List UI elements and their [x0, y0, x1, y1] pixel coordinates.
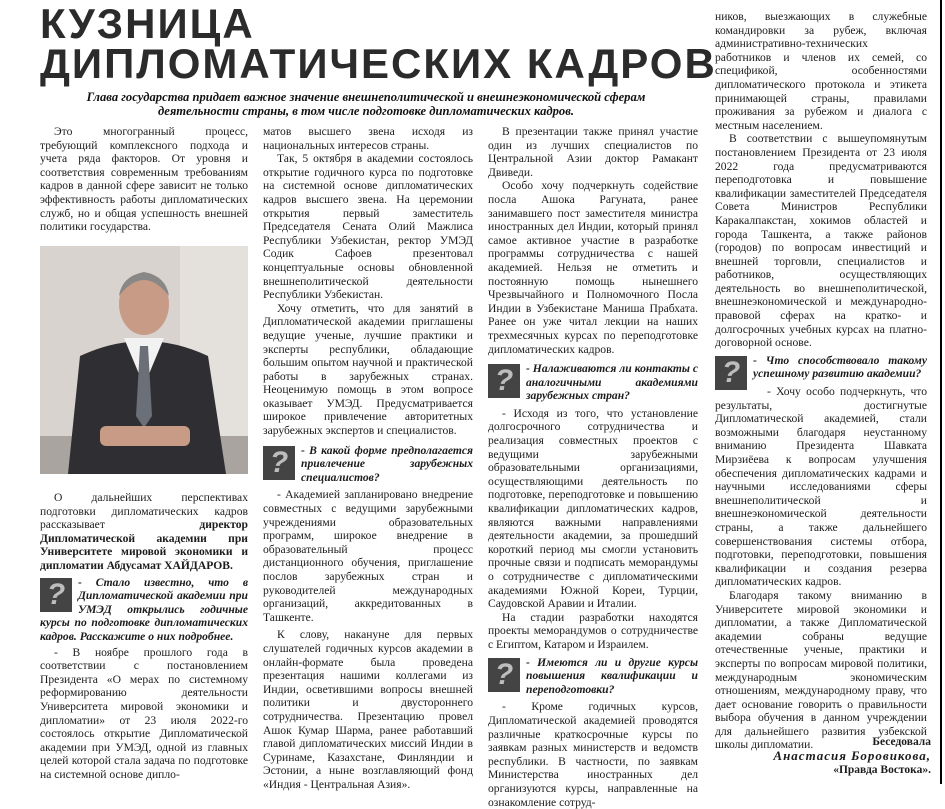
question-text: - Имеются ли и другие курсы повышения квалификации и переподготовки? [526, 655, 698, 696]
paragraph: Это многогранный процесс, требующий комплексного подхода и учета ряда факторов. От уровня и соответствия современным требованиям кадров в данной сфере зависит не только эффективность работы дипломатических служб, но и общая успешность внешней политики государства. [40, 125, 248, 234]
signature-label: Беседовала [872, 736, 931, 748]
question-text: - В какой форме предполагается привлечение зарубежных специалистов? [301, 443, 473, 484]
paragraph: К слову, накануне для первых слушателей годичных курсов академии в онлайн-формате была проведена презентация нашими коллегами из Индии, осветившими вопросы внешней политики и двустороннего сотрудничества. Презентацию провел Ашок Кумар Шарма, ранее работавший главой дипломатических миссий Индии в Суринаме, Казахстане, Финляндии и Эстонии, а ныне возглавляющий фонд «Индия - Центральная Азия». [263, 628, 473, 791]
question-text: - Налаживаются ли контакты с аналогичными академиями зарубежных стран? [526, 362, 698, 403]
column-3 [488, 125, 698, 809]
portrait-illustration [40, 246, 248, 474]
paragraph: матов высшего звена исходя из национальных интересов страны. [263, 125, 473, 152]
column-4 [715, 10, 927, 752]
article-lead: Глава государства придает важное значение внешнеполитической и внешнеэкономической сферам деятельности страны, в том числе подготовке дипломатических кадров. [86, 90, 646, 118]
paragraph: - Хочу особо подчеркнуть, что результаты, достигнутые Дипломатической академией, стали возможными благодаря неустанному вниманию Президента Шавката Мирзиёева к вопросам улучшения обеспечения дипломатических кадрами и научными исследованиями сферы внешнеполитической и внешнеэкономической деятельности страны, а также дальнейшего совершенствования системы отбора, подготовки, переподготовки, повышения квалификации и создания резерва дипломатических кадров. [715, 385, 927, 589]
question-icon: ? [715, 356, 747, 390]
paragraph: - Кроме годичных курсов, Дипломатической академией проводятся различные краткосрочные курсы по заявкам разных министерств и ведомств республики. В частности, по заявкам Министерства иностранных дел организуются курсы, направленные на ознакомление сотруд- [488, 700, 698, 809]
question-icon: ? [488, 364, 520, 398]
paragraph: На стадии разработки находятся проекты меморандумов о сотрудничестве с Египтом, Катаром и Израилем. [488, 610, 698, 651]
paragraph: - Исходя из того, что установление долгосрочного сотрудничества и реализация совместных проектов с ведущими зарубежными образовательными организациями, осуществляющими деятельность по подготовке, переподготовке и повышению квалификации дипломатических кадров, являются важными направлениями деятельности академии, за прошедший короткий период мы смогли установить прочные связи и подписать меморандумы о сотрудничестве с дипломатическими академиями Южной Кореи, Турции, Саудовской Аравии и Италии. [488, 406, 698, 611]
paragraph: В соответствии с вышеупомянутым постановлением Президента от 23 июля 2022 года предусматриваются переподготовка и повышение квалификации заместителей Председателя Совета Министров Республики Каракалпакстан, хокимов областей и города Ташкента, а также районов (городов) по вопросам инвестиций и внешней торговли, специалистов и работников, осуществляющих деятельность во внешнеполитической, внешнеэкономической и международно-правовой сферах на кратко- и долгосрочных учебных курсах на платно-договорной основе. [715, 132, 927, 350]
interviewee-photo [40, 246, 248, 474]
paragraph: Особо хочу подчеркнуть содействие посла Ашока Рагуната, ранее занимавшего пост заместителя министра иностранных дел Индии, который принял самое активное участие в разработке программы сотрудничества с нашей академией. Нельзя не отметить и постоянную помощь нынешнего Чрезвычайного и Полномочного Посла Индии в Узбекистане Маниша Прабхата. Ранее он уже читал лекции на наших трехмесячных курсах по переподготовке дипломатических кадров. [488, 179, 698, 356]
signature-newspaper: «Правда Востока». [833, 764, 931, 776]
question-text: - Что способствовало такому успешному развитию академии? [753, 353, 927, 381]
question-block [263, 444, 473, 485]
paragraph: ников, выезжающих в служебные командировки за рубеж, включая административно-технических работников и членов их семей, со спецификой, особенностями дипломатического протокола и этикета принимающей страны, правилами проживания за рубежом и диалога с местным населением. [715, 10, 927, 132]
question-block [715, 353, 927, 389]
article-title: КУЗНИЦА ДИПЛОМАТИЧЕСКИХ КАДРОВ [40, 0, 717, 87]
question-icon: ? [263, 446, 295, 480]
question-icon: ? [40, 578, 72, 612]
column-1 [40, 125, 248, 234]
signature-author: Анастасия Боровикова, [773, 748, 931, 763]
right-edge-rule [940, 0, 942, 784]
column-1-lower [40, 491, 248, 781]
intro-text: О дальнейших перспективах подготовки дипломатических кадров рассказывает [40, 491, 248, 532]
paragraph [40, 491, 248, 573]
paragraph: Хочу отметить, что для занятий в Дипломатической академии приглашены ведущие ученые, лучшие практики и эксперты республики, обладающие большим опытом научной и практической работы в зарубежных странах. Неоценимую помощь в этом вопросе оказывает УМЭД. Предусматривается широкое привлечение авторитетных зарубежных экспертов и специалистов. [263, 301, 473, 438]
question-block [40, 576, 248, 644]
question-text: - Стало известно, что в Дипломатической академии при УМЭД открылись годичные курсы по подготовке дипломатических кадров. Расскажите о них подробнее. [40, 575, 248, 643]
paragraph: Благодаря такому вниманию в Университете мировой экономики и дипломатии, а также Дипломатической академии собраны ведущие отечественные ученые, практики и эксперты по вопросам мировой политики, международным экономическим отношениям, международному праву, что дает основание говорить о правильности выбора обучения в данном учреждении для дальнейшего развития узбекской школы дипломатии. [715, 588, 927, 752]
paragraph: Так, 5 октября в академии состоялось открытие годичного курса по подготовке на системной основе дипломатических кадров высшего звена. На церемонии открытия первый заместитель Председателя Сената Олий Мажлиса Республики Узбекистан, ректор УМЭД Содик Сафоев презентовал концептуальные основы обновленной внешнеполитической деятельности Республики Узбекистан. [263, 152, 473, 302]
paragraph: В презентации также принял участие один из лучших специалистов по Центральной Азии доктор Рамакант Двиведи. [488, 125, 698, 179]
column-2 [263, 125, 473, 792]
paragraph: - Академией запланировано внедрение совместных с ведущими зарубежными учреждениями образовательных программ, широкое внедрение в образовательный процесс дистанционного обучения, приглашение послов зарубежных стран и руководителей международных организаций, аккредитованных в Ташкенте. [263, 488, 473, 624]
question-block [488, 362, 698, 403]
question-block [488, 656, 698, 697]
interviewee-name: директор Дипломатической академии при Университете мировой экономики и дипломатии Абдусамат ХАЙДАРОВ. [40, 518, 248, 572]
question-icon: ? [488, 658, 520, 692]
signature [773, 736, 931, 776]
paragraph: - В ноябре прошлого года в соответствии с постановлением Президента «О мерах по системному реформированию деятельности Университета мировой экономики и дипломатии» от 23 июля 2022-го состоялось открытие Дипломатической академии при УМЭД, одной из главных целей которой стала задача по подготовке на системной основе дипло- [40, 645, 248, 781]
